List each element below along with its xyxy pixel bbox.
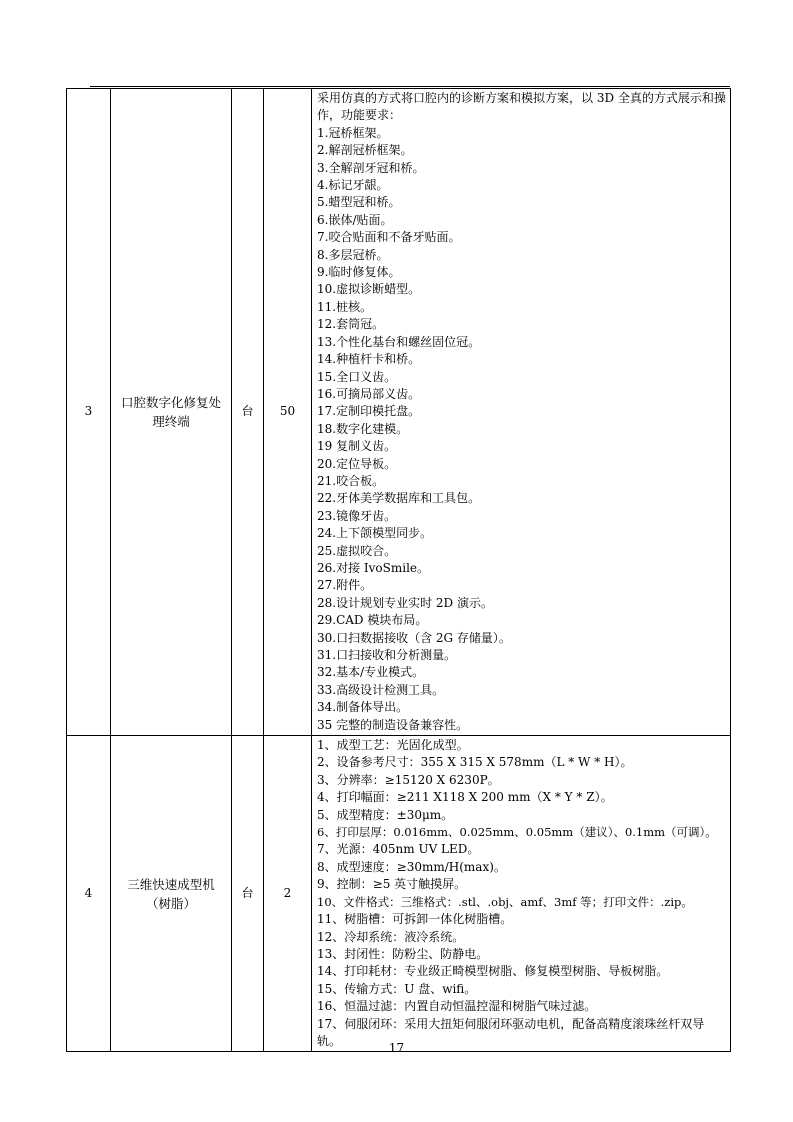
table-row	[67, 736, 731, 1052]
requirement-line: 采用仿真的方式将口腔内的诊断方案和模拟方案，以 3D 全真的方式展示和操作，功能要求：	[317, 91, 726, 123]
requirement-line: 11.桩核。	[317, 299, 373, 314]
requirement-line: 1、成型工艺：光固化成型。	[317, 738, 469, 753]
requirement-line: 13、封闭性：防粉尘、防静电。	[317, 946, 489, 961]
requirements-cell	[312, 736, 731, 1052]
requirement-line: 14、打印耗材：专业级正畸模型树脂、修复模型树脂、导板树脂。	[317, 964, 669, 979]
equipment-name: 口腔数字化修复处理终端	[121, 395, 222, 430]
requirement-line: 23.镜像牙齿。	[317, 508, 397, 523]
requirement-line: 6、打印层厚：0.016mm、0.025mm、0.05mm（建议）、0.1mm（可调）。	[317, 825, 717, 840]
requirement-line: 1.冠桥框架。	[317, 125, 389, 140]
page-number: 17	[388, 1041, 405, 1055]
requirement-line: 21.咬合板。	[317, 473, 385, 488]
requirement-line: 25.虚拟咬合。	[317, 543, 397, 558]
requirement-line: 3、分辨率：≥15120 X 6230P。	[317, 772, 500, 787]
requirement-line: 9.临时修复体。	[317, 265, 401, 280]
equipment-name: 三维快速成型机（树脂）	[127, 876, 215, 911]
requirement-line: 13.个性化基台和螺丝固位冠。	[317, 334, 481, 349]
requirement-line: 6.嵌体/贴面。	[317, 212, 393, 227]
requirement-line: 17、伺服闭环：采用大扭矩伺服闭环驱动电机，配备高精度滚珠丝杆双导轨。	[317, 1016, 705, 1048]
requirement-line: 7、光源：405nm UV LED。	[317, 842, 480, 857]
requirement-line: 3.全解剖牙冠和桥。	[317, 160, 425, 175]
row-index: 4	[67, 736, 111, 1052]
unit-cell: 台	[232, 736, 264, 1052]
requirement-line: 17.定制印模托盘。	[317, 404, 421, 419]
requirement-line: 32.基本/专业模式。	[317, 665, 425, 680]
equipment-name-cell	[111, 89, 232, 736]
equipment-name-cell	[111, 736, 232, 1052]
requirement-line: 24.上下颌模型同步。	[317, 526, 433, 541]
requirement-line: 15.全口义齿。	[317, 369, 397, 384]
requirement-line: 15、传输方式：U 盘、wifi。	[317, 981, 477, 996]
requirement-line: 31.口扫接收和分析测量。	[317, 648, 457, 662]
requirement-line: 10.虚拟诊断蜡型。	[317, 282, 421, 297]
requirement-line: 8.多层冠桥。	[317, 247, 389, 262]
requirement-line: 9、控制：≥5 英寸触摸屏。	[317, 877, 467, 892]
requirement-line: 4、打印幅面：≥211 X118 X 200 mm（X * Y * Z）。	[317, 790, 613, 805]
requirement-line: 29.CAD 模块布局。	[317, 613, 428, 628]
requirement-line: 7.咬合贴面和不备牙贴面。	[317, 230, 461, 245]
quantity-cell: 2	[264, 736, 312, 1052]
requirement-line: 10、文件格式：三维格式：.stl、.obj、amf、3mf 等；打印文件：.zip。	[317, 894, 693, 909]
requirement-line: 34.制备体导出。	[317, 700, 409, 715]
table-row	[67, 89, 731, 736]
requirement-line: 4.标记牙龈。	[317, 178, 389, 193]
requirement-line: 26.对接 IvoSmile。	[317, 560, 430, 575]
requirement-line: 27.附件。	[317, 578, 373, 593]
row-index: 3	[67, 89, 111, 736]
requirement-line: 5、成型精度：±30μm。	[317, 807, 454, 822]
requirement-line: 18.数字化建模。	[317, 421, 409, 436]
requirement-line: 20.定位导板。	[317, 456, 397, 471]
requirement-line: 11、树脂槽：可拆卸一体化树脂槽。	[317, 912, 513, 927]
requirement-line: 14.种植杆卡和桥。	[317, 352, 421, 367]
requirement-line: 8、成型速度：≥30mm/H(max)。	[317, 859, 506, 874]
quantity-cell: 50	[264, 89, 312, 736]
requirement-line: 19 复制义齿。	[317, 439, 397, 454]
equipment-spec-table	[66, 88, 731, 1052]
requirement-line: 2、设备参考尺寸：355 X 315 X 578mm（L * W * H）。	[317, 755, 633, 770]
unit-cell: 台	[232, 89, 264, 736]
header-rule	[90, 86, 730, 87]
requirement-line: 5.蜡型冠和桥。	[317, 195, 401, 210]
requirements-cell	[312, 89, 731, 736]
requirement-line: 16.可摘局部义齿。	[317, 386, 421, 401]
requirement-line: 30.口扫数据接收（含 2G 存储量）。	[317, 630, 511, 645]
requirement-line: 12、冷却系统：液冷系统。	[317, 929, 465, 944]
requirement-line: 12.套筒冠。	[317, 317, 385, 332]
requirement-line: 35 完整的制造设备兼容性。	[317, 717, 469, 732]
requirement-line: 2.解剖冠桥框架。	[317, 143, 413, 158]
requirement-line: 28.设计规划专业实时 2D 演示。	[317, 595, 493, 610]
requirement-line: 22.牙体美学数据库和工具包。	[317, 491, 481, 506]
requirement-line: 33.高级设计检测工具。	[317, 682, 445, 697]
requirement-line: 16、恒温过滤：内置自动恒温控湿和树脂气味过滤。	[317, 999, 597, 1014]
